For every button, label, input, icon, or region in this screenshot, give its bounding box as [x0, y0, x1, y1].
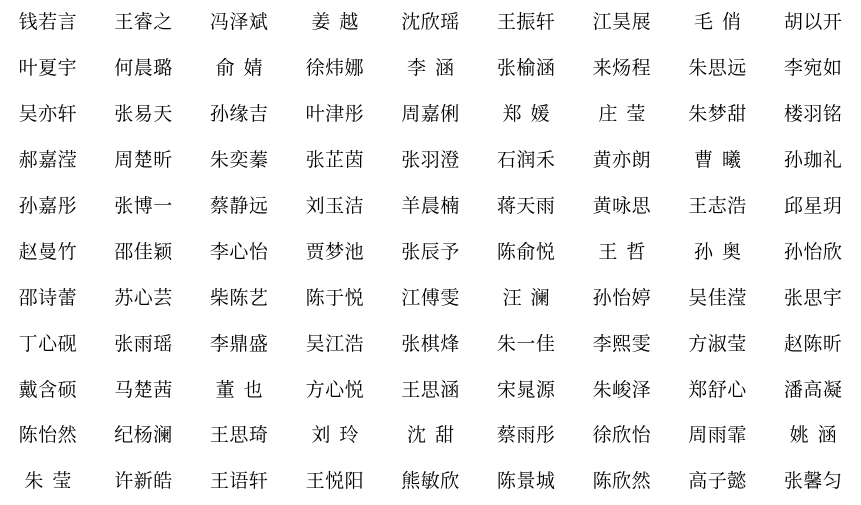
- roster-name-cell: 郝嘉滢: [18, 149, 78, 172]
- roster-name-cell: 李心怡: [209, 240, 269, 263]
- roster-name-cell: 沈甜: [406, 424, 463, 447]
- roster-name-cell: 江傅雯: [401, 286, 460, 309]
- roster-name-cell: 邱星玥: [783, 195, 843, 217]
- roster-name-cell: 庄莹: [598, 103, 655, 126]
- roster-name-cell: 王睿之: [114, 11, 173, 34]
- roster-name-cell: 郑媛: [502, 103, 559, 126]
- roster-name-cell: 李宛如: [783, 57, 843, 80]
- roster-name-cell: 张辰予: [401, 240, 460, 263]
- roster-name-cell: 李鼎盛: [209, 332, 269, 355]
- roster-name-cell: 高子懿: [688, 470, 747, 493]
- roster-name-cell: 王志浩: [688, 195, 747, 217]
- roster-name-cell: 柴陈艺: [209, 286, 269, 309]
- roster-name-cell: 张榆涵: [496, 57, 556, 80]
- roster-name-cell: 冯泽斌: [209, 11, 269, 34]
- roster-name-cell: 姚涵: [789, 424, 846, 447]
- roster-name-cell: 蔡静远: [209, 195, 269, 217]
- roster-name-cell: 孙怡婷: [592, 286, 652, 309]
- roster-name-cell: 戴含硕: [18, 378, 78, 401]
- roster-name-cell: 王思涵: [401, 378, 460, 401]
- roster-name-cell: 刘玲: [311, 424, 368, 447]
- roster-name-cell: 黄亦朗: [592, 149, 652, 172]
- roster-name-cell: 张棋烽: [401, 332, 460, 355]
- roster-name-cell: 楼羽铭: [783, 103, 843, 126]
- roster-name-cell: 徐炜娜: [305, 57, 365, 80]
- roster-name-cell: 张易天: [114, 103, 173, 126]
- roster-name-cell: 朱峻泽: [592, 378, 652, 401]
- roster-name-cell: 李熙雯: [592, 332, 652, 355]
- roster-name-cell: 张思宇: [783, 286, 843, 309]
- roster-name-cell: 钱若言: [18, 11, 78, 34]
- roster-name-cell: 汪澜: [502, 286, 559, 309]
- roster-name-cell: 蒋天雨: [496, 195, 556, 217]
- roster-name-cell: 贾梦池: [305, 240, 365, 263]
- roster-name-cell: 朱一佳: [496, 332, 556, 355]
- roster-name-cell: 来炀程: [592, 57, 652, 80]
- roster-name-cell: 王语轩: [209, 470, 269, 493]
- roster-name-cell: 沈欣瑶: [401, 11, 460, 34]
- roster-name-cell: 李涵: [406, 57, 463, 80]
- roster-name-cell: 朱莹: [24, 470, 81, 493]
- roster-name-cell: 叶夏宇: [18, 57, 78, 80]
- roster-name-cell: 孙珈礼: [783, 149, 843, 172]
- roster-name-cell: 朱奕蓁: [209, 149, 269, 172]
- roster-name-cell: 许新皓: [114, 470, 173, 493]
- roster-name-cell: 石润禾: [496, 149, 556, 172]
- roster-name-cell: 吴江浩: [305, 332, 365, 355]
- roster-name-cell: 邵佳颖: [114, 240, 173, 263]
- roster-name-cell: 张博一: [114, 195, 173, 217]
- roster-name-cell: 朱思远: [688, 57, 747, 80]
- roster-name-cell: 孙缘吉: [209, 103, 269, 126]
- roster-name-cell: 毛俏: [693, 11, 750, 34]
- roster-name-cell: 张芷茵: [305, 149, 365, 172]
- roster-name-cell: 马楚茜: [114, 378, 173, 401]
- roster-name-cell: 周嘉俐: [401, 103, 460, 126]
- roster-name-cell: 邵诗蕾: [18, 286, 78, 309]
- roster-name-cell: 江昊展: [592, 11, 652, 34]
- roster-name-cell: 陈欣然: [592, 470, 652, 493]
- roster-name-cell: 纪杨澜: [114, 424, 173, 447]
- roster-name-cell: 何晨璐: [114, 57, 173, 80]
- roster-name-cell: 刘玉洁: [305, 195, 365, 217]
- roster-name-cell: 黄咏思: [592, 195, 652, 217]
- roster-name-cell: 苏心芸: [114, 286, 173, 309]
- roster-name-cell: 王哲: [598, 240, 655, 263]
- roster-name-cell: 陈俞悦: [496, 240, 556, 263]
- roster-name-cell: 王悦阳: [305, 470, 365, 493]
- roster-name-cell: 张羽澄: [401, 149, 460, 172]
- roster-name-cell: 曹曦: [693, 149, 750, 172]
- roster-name-cell: 叶津彤: [305, 103, 365, 126]
- roster-name-cell: 孙奥: [693, 240, 750, 263]
- roster-name-cell: 宋晁源: [496, 378, 556, 401]
- roster-name-cell: 方心悦: [305, 378, 365, 401]
- roster-name-cell: 周楚昕: [114, 149, 173, 172]
- roster-name-cell: 朱梦甜: [688, 103, 747, 126]
- roster-name-cell: 陈景城: [496, 470, 556, 493]
- roster-name-cell: 吴亦轩: [18, 103, 78, 126]
- roster-name-cell: 赵陈昕: [783, 332, 843, 355]
- roster-name-cell: 张馨匀: [783, 470, 843, 493]
- roster-name-cell: 丁心砚: [18, 332, 78, 355]
- roster-name-cell: 吴佳滢: [688, 286, 747, 309]
- roster-name-cell: 方淑莹: [688, 332, 747, 355]
- roster-name-cell: 胡以开: [783, 11, 843, 34]
- roster-name-cell: 陈怡然: [18, 424, 78, 447]
- roster-name-cell: 熊敏欣: [401, 470, 460, 493]
- roster-name-cell: 陈于悦: [305, 286, 365, 309]
- roster-name-cell: 郑舒心: [688, 378, 747, 401]
- roster-name-cell: 羊晨楠: [401, 195, 460, 217]
- roster-name-cell: 赵曼竹: [18, 240, 78, 263]
- roster-name-cell: 周雨霏: [688, 424, 747, 447]
- roster-name-cell: 俞婧: [215, 57, 272, 80]
- roster-name-cell: 姜越: [311, 11, 368, 34]
- roster-name-cell: 孙嘉彤: [18, 195, 78, 217]
- roster-name-cell: 徐欣怡: [592, 424, 652, 447]
- roster-name-cell: 蔡雨彤: [496, 424, 556, 447]
- roster-name-cell: 潘高凝: [783, 378, 843, 401]
- roster-name-cell: 王振轩: [496, 11, 556, 34]
- roster-name-cell: 董也: [215, 378, 272, 401]
- roster-name-cell: 王思琦: [209, 424, 269, 447]
- roster-name-cell: 孙怡欣: [783, 240, 843, 263]
- roster-name-cell: 张雨瑶: [114, 332, 173, 355]
